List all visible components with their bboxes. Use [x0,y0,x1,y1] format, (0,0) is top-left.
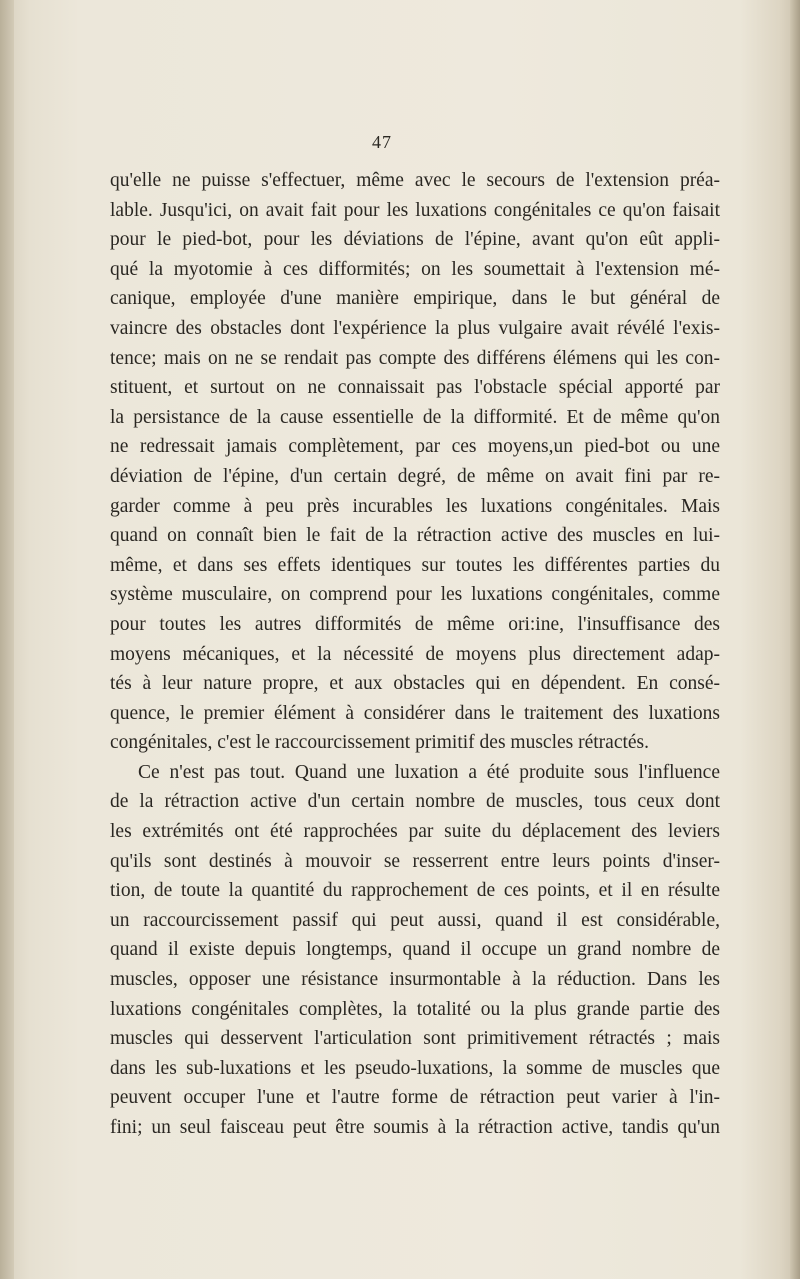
text-line: peuvent occuper l'une et l'autre forme de rétraction peut varier à l'in- [110,1087,720,1109]
text-line: pour toutes les autres difformités de même ori:ine, l'insuffisance des [110,613,720,635]
text-line: qué la myotomie à ces difformités; on les soumettait à l'extension mé- [110,258,720,280]
text-line: pour le pied-bot, pour les déviations de l'épine, avant qu'on eût appli- [110,229,720,251]
text-line: muscles, opposer une résistance insurmontable à la réduction. Dans les [110,969,720,991]
text-line: lable. Jusqu'ici, on avait fait pour les luxations congénitales ce qu'on faisait [110,199,720,221]
text-line: de la rétraction active d'un certain nombre de muscles, tous ceux dont [110,791,720,813]
text-line: Ce n'est pas tout. Quand une luxation a été produite sous l'influence [138,761,720,783]
text-line: même, et dans ses effets identiques sur toutes les différentes parties du [110,554,720,576]
page-gutter-shadow [0,0,14,1279]
text-line: muscles qui desservent l'articulation sont primitivement rétractés ; mais [110,1028,720,1050]
text-line: déviation de l'épine, d'un certain degré, de même on avait fini par re- [110,465,720,487]
text-line: ne redressait jamais complètement, par ces moyens,un pied-bot ou une [110,436,720,458]
text-line: fini; un seul faisceau peut être soumis à la rétraction active, tandis qu'un [110,1117,720,1138]
text-line: stituent, et surtout on ne connaissait pas l'obstacle spécial apporté par [110,377,720,399]
text-line: congénitales, c'est le raccourcissement primitif des muscles rétractés. [110,732,650,754]
text-line: quand on connaît bien le fait de la rétraction active des muscles en lui- [110,525,720,547]
text-line: garder comme à peu près incurables les luxations congénitales. Mais [110,495,720,517]
text-line: luxations congénitales complètes, la totalité ou la plus grande partie des [110,998,720,1020]
text-line: qu'elle ne puisse s'effectuer, même avec le secours de l'extension préa- [110,170,720,191]
text-line: tion, de toute la quantité du rapprochement de ces points, et il en résulte [110,880,720,902]
text-line: moyens mécaniques, et la nécessité de moyens plus directement adap- [110,643,720,665]
text-line: système musculaire, on comprend pour les luxations congénitales, comme [110,584,720,606]
page-edge-shadow [790,0,800,1279]
text-line: quand il existe depuis longtemps, quand il occupe un grand nombre de [110,939,720,961]
text-line: tés à leur nature propre, et aux obstacles qui en dépendent. En consé- [110,673,720,695]
page-number: 47 [372,132,392,152]
text-line: la persistance de la cause essentielle de la difformité. Et de même qu'on [110,406,720,428]
text-line: tence; mais on ne se rendait pas compte des différens élémens qui les con- [110,347,720,369]
text-line: canique, employée d'une manière empirique, dans le but général de [110,288,720,310]
text-line: vaincre des obstacles dont l'expérience la plus vulgaire avait révélé l'exis- [110,317,720,339]
text-line: quence, le premier élément à considérer dans le traitement des luxations [110,702,720,724]
body-text [110,166,720,1143]
text-line: les extrémités ont été rapprochées par suite du déplacement des leviers [110,821,720,843]
text-line: un raccourcissement passif qui peut aussi, quand il est considérable, [110,909,720,931]
text-line: dans les sub-luxations et les pseudo-luxations, la somme de muscles que [110,1057,720,1079]
text-line: qu'ils sont destinés à mouvoir se resserrent entre leurs points d'inser- [110,850,720,872]
